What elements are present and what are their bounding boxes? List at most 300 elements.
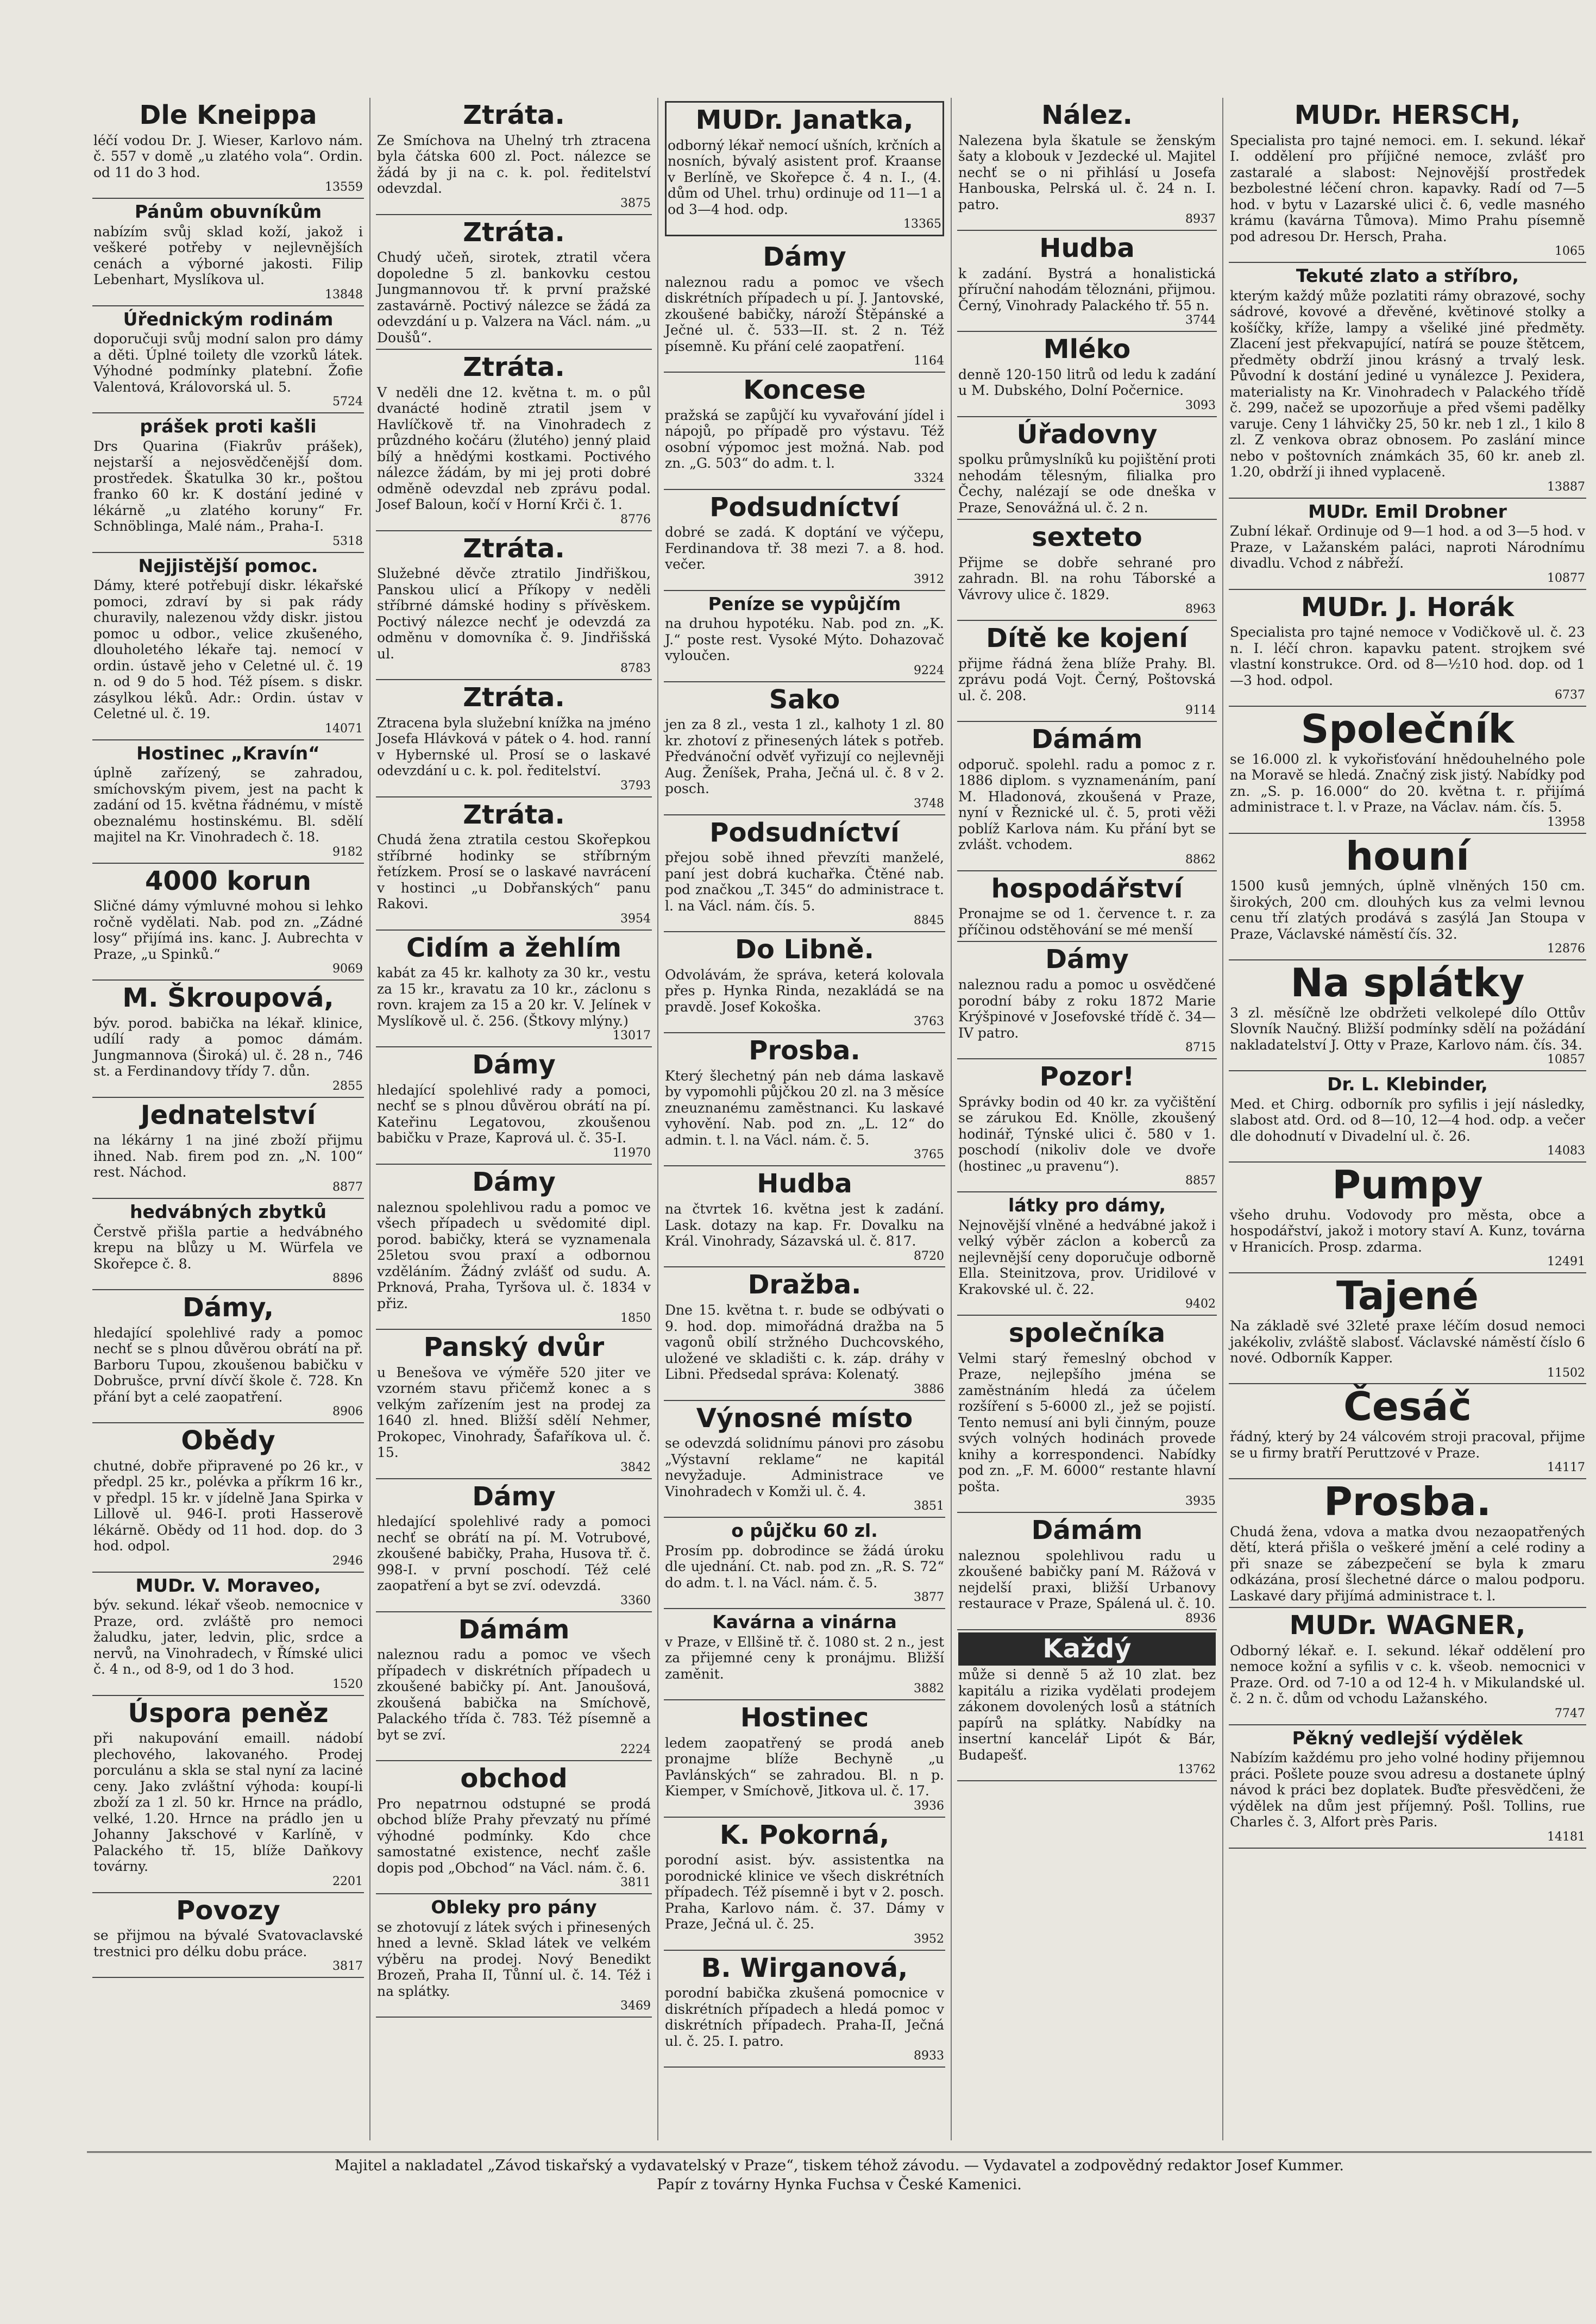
classified-ad	[957, 1192, 1217, 1316]
ad-body: Nejnovější vlněné a hedvábné jakož i velký výběr záclon a koberců za nejlevnější ceny doporučuje odborně Ella. Steinitzova, prov. Uridilové v Krakovské ul. č. 22.	[958, 1217, 1216, 1297]
ad-body: Nalezena byla škatule se ženským šaty a klobouk v Jezdecké ul. Majitel nechť se o ni přihlásí u Josefa Hanbouska, Pelrská ul. č. 24 n. I. patro.	[958, 132, 1216, 212]
ad-number: 2946	[332, 1554, 363, 1568]
ad-number: 3936	[914, 1799, 944, 1813]
column-3	[657, 98, 951, 2140]
ad-headline: Dámám	[458, 1614, 570, 1645]
ad-body: hledající spolehlivé rady a pomoc nechť se s plnou důvěrou obrátí na př. Barboru Tupou, zkoušenou babičku v Dobrušce, první dívčí škole č. 728. Kn přání byt a celé zaopatření.	[93, 1324, 363, 1405]
ad-body: Správky bodin od 40 kr. za vyčištění se zárukou Ed. Knölle, zkoušený hodinář, Týnské ulici č. 580 v 1. poschodí (nikoliv dole ve dvoře (hostinec „u pravenu“).	[958, 1094, 1216, 1174]
ad-body: léčí vodou Dr. J. Wieser, Karlovo nám. č. 557 v domě „u zlatého vola“. Ordin. od 11 do 3 hod.	[93, 132, 363, 180]
ad-headline: Pumpy	[1332, 1162, 1483, 1208]
ad-number: 8933	[914, 2049, 944, 2063]
ad-number: 12491	[1547, 1255, 1585, 1269]
classified-ad	[957, 332, 1217, 417]
ad-number: 8783	[620, 662, 651, 676]
classified-ad	[1229, 98, 1586, 263]
classified-ad	[1229, 590, 1586, 707]
ad-number: 3877	[914, 1591, 944, 1605]
ad-body: přejou sobě ihned převzíti manželé, paní jest dobrá kuchařka. Čtěné nab. pod značkou „T. 345“ do administrace t. l. na Václ. nám. čís. 5.	[665, 850, 944, 914]
ad-number: 8906	[332, 1405, 363, 1419]
ad-number: 8857	[1185, 1174, 1216, 1188]
ad-body: Čerstvě přišla partie a hedvábného krepu na blůzy u M. Würfela ve Skořepce č. 8.	[93, 1223, 363, 1272]
ad-headline: MUDr. WAGNER,	[1289, 1610, 1526, 1641]
ad-headline: hedvábných zbytků	[129, 1201, 326, 1222]
ad-number: 12876	[1547, 942, 1585, 956]
ad-number: 3763	[914, 1015, 944, 1029]
ad-number: 11502	[1547, 1366, 1585, 1380]
ad-number: 8937	[1185, 212, 1216, 227]
ad-headline: Dámy	[472, 1481, 556, 1512]
ad-headline: Dámy	[472, 1050, 556, 1081]
classified-ad	[957, 871, 1217, 943]
footer-paper: Papír z továrny Hynka Fuchsa v České Kamenici.	[657, 2176, 1022, 2194]
classified-ad	[376, 531, 652, 681]
classified-ad	[664, 815, 945, 933]
ad-body: Prosím pp. dobrodince se žádá úroku dle ujednání. Ct. nab. pod zn. „R. S. 72“ do adm. t. l. na Václ. nám. č. 5.	[665, 1542, 944, 1591]
ad-body: na lékárny 1 na jiné zboží přijmu ihned. Nab. firem pod zn. „N. 100“ rest. Náchod.	[93, 1132, 363, 1180]
ad-body: kterým každý může pozlatiti rámy obrazové, sochy sádrové, kovové a dřevěné, květinové stolky a košíčky, kříže, lampy a všeliké jiné předměty. Zlacení jest překvapující, natírá se pouze štětcem, předměty obdrží jinou krásný a trvalý lesk. Původní k dostání jediné u vynálezce J. Pexidera, materialisty na Kr. Vinohradech v Palackého třídě č. 299, načež se upozorňuje a před všemi padělky varuje. Ceny 1 láhvičky 25, 50 kr. neb 1 zl., 1 kilo 8 zl. Z venkova obraz obnosem. Po zaslání mince nebo v poštovních známkách 35, 60 kr. aneb zl. 1.20, obdrží ji ihned vyplaceně.	[1230, 287, 1585, 480]
ad-headline: Ztráta.	[463, 352, 565, 383]
classified-ad	[957, 1630, 1217, 1782]
ad-number: 3748	[914, 796, 944, 811]
ad-body: býv. porod. babička na lékař. klinice, udílí rady a pomoc dámám. Jungmannova (Široká) ul. č. 28 n., 746 st. a Ferdinandovy třídy 7. důn.	[93, 1015, 363, 1079]
ad-number: 8720	[914, 1249, 944, 1263]
classified-ad	[92, 740, 364, 864]
classified-ad	[664, 682, 945, 815]
ad-body: Odvolávám, že správa, keterá kolovala přes p. Hynka Rinda, nezakládá se na pravdě. Josef Kokoška.	[665, 966, 944, 1015]
column-5	[1222, 98, 1592, 2140]
ad-body: se odevzdá solidnímu pánovi pro zásobu „Výstavní reklame“ ne kapitál nevyžaduje. Administrace ve Vinohradech v Komži ul. č. 4.	[665, 1435, 944, 1499]
ad-headline: Hudba	[1039, 233, 1135, 264]
classified-ad	[376, 350, 652, 531]
ad-body: Odborný lékař. e. I. sekund. lékař oddělení pro nemoce kožní a syfilis v c. k. všeob. nemocnici v Praze. Ord. od 7-10 a od 12-4 h. v Mikulandské ul. č. 2 n. č. dům od vchodu Lažanského.	[1230, 1642, 1585, 1707]
ad-number: 2224	[620, 1743, 651, 1757]
ad-headline: Dr. L. Klebinder,	[1327, 1073, 1488, 1095]
ad-headline: Česáč	[1343, 1384, 1472, 1430]
ad-body: Med. et Chirg. odborník pro syfilis i její následky, slabost atd. Ord. od 8—10, 12—4 hod. odp. a večer dle dohodnutí v Divadelní ul. č. 26.	[1230, 1096, 1585, 1144]
ad-body: všeho druhu. Vodovody pro města, obce a hospodářství, jakož i motory staví A. Kunz, továrna v Hranicích. Prosp. zdarma.	[1230, 1207, 1585, 1255]
ad-number: 3793	[620, 778, 651, 793]
classified-ad	[376, 1761, 652, 1894]
ad-number: 13762	[1178, 1763, 1216, 1777]
classified-ad	[957, 231, 1217, 332]
classified-ad	[664, 373, 945, 490]
classified-ad	[957, 722, 1217, 871]
classified-ad	[664, 1267, 945, 1400]
ad-number: 8776	[620, 512, 651, 526]
classified-ad	[92, 199, 364, 306]
ad-number: 3093	[1185, 398, 1216, 412]
ad-number: 13017	[613, 1029, 651, 1043]
classified-ad	[957, 1316, 1217, 1513]
ad-number: 3952	[914, 1932, 944, 1946]
ad-headline: Ztráta.	[463, 533, 565, 564]
ad-body: odporuč. spolehl. radu a pomoc z r. 1886 diplom. s vyznamenáním, paní M. Hladonová, zkoušená v Praze, nyní v Řeznické ul. č. 5, proti věži poblíž Karlova nám. Ku přání byt se zvlášt. vchodem.	[958, 756, 1216, 853]
ad-body: odborný lékař nemocí ušních, krčních a nosních, bývalý asistent prof. Kraanse v Berlíně, ve Skořepce č. 4 n. I., (4. dům od Uhel. trhu) ordinuje od 11—1 a od 3—4 hod. odp.	[668, 137, 941, 217]
classified-ad	[664, 490, 945, 591]
ad-body: 1500 kusů jemných, úplně vlněných 150 cm. širokých, 200 cm. dlouhých kus za velmi levnou cenu tří zlatých prodává s zasýlá Jan Stoupa v Praze, Václavské náměstí čís. 32.	[1230, 878, 1585, 942]
ad-body: jen za 8 zl., vesta 1 zl., kalhoty 1 zl. 80 kr. zhotoví z přinesených látek s potřeb. Předvánoční odvěť vyřizují co nejlevněji Aug. Ženíšek, Praha, Ječná ul. č. 8 v 2. posch.	[665, 717, 944, 797]
ad-headline: MUDr. J. Horák	[1300, 592, 1515, 623]
ad-number: 8963	[1185, 602, 1216, 617]
classified-ad	[376, 931, 652, 1048]
ad-number: 3875	[620, 196, 651, 210]
classified-ad	[1229, 1163, 1586, 1273]
ad-body: k zadání. Bystrá a honalistická příruční nahodám těloznáni, přijmou. Černý, Vinohrady Palackého tř. 55 n.	[958, 265, 1216, 313]
ad-headline: o půjčku 60 zl.	[731, 1520, 878, 1542]
ad-headline: Dle Kneippa	[139, 100, 317, 130]
ad-body: na čtvrtek 16. května jest k zadání. Lask. dotazy na kap. Fr. Dovalku na Král. Vinohrady, Sázavská ul. č. 817.	[665, 1201, 944, 1249]
ad-body: se zhotovují z látek svých i přinesených hned a levně. Sklad látek ve velkém výběru na prodej. Nový Benedikt Brozeň, Praha II, Tůnní ul. č. 14. Též i na splátky.	[377, 1919, 651, 1999]
ad-headline: Na splátky	[1290, 960, 1525, 1006]
ad-number: 3817	[332, 1959, 363, 1974]
ad-number: 1065	[1555, 244, 1585, 259]
classified-ad	[1229, 1384, 1586, 1479]
ad-body: hledající spolehlivé rady a pomoci nechť se obrátí na pí. M. Votrubové, zkoušené babičky, Praha, Husova tř. č. 998-I. v první poschodí. Též celé zaopatření a byt se zví. odevzdá.	[377, 1513, 651, 1594]
ad-headline: M. Škroupová,	[122, 983, 334, 1014]
ad-body: hledající spolehlivé rady a pomoci, nechť se s plnou důvěrou obrátí na pí. Kateřinu Legatovou, zkoušenou babičku v Praze, Kaprová ul. č. 35-I.	[377, 1082, 651, 1146]
ad-body: Nabízím každému pro jeho volné hodiny přijemnou práci. Pošlete pouze svou adresu a dostanete úplný návod k práci bez doplatek. Buďte přesvědčeni, že výdělek na dům jest příjemný. Pošl. Tollins, rue Charles č. 3, Alfort près Paris.	[1230, 1750, 1585, 1830]
classified-ad	[376, 215, 652, 350]
newspaper-page	[87, 98, 1592, 2227]
ad-body: Pro nepatrnou odstupné se prodá obchod blíže Prahy převzatý nu přímé výhodné podmínky. Kdo chce samostatné existence, nechť zašle dopis pod „Obchod“ na Václ. nám. č. 6.	[377, 1795, 651, 1876]
ad-headline: Dámy	[763, 242, 846, 273]
ad-body: spolku průmyslníků ku pojištění proti nehodám tělesným, filialka pro Čechy, nalézají se ode dneška v Praze, Senovážná ul. č. 2 n.	[958, 451, 1216, 516]
classified-ad	[957, 1059, 1217, 1192]
ad-headline: Dítě ke kojení	[986, 623, 1188, 654]
ad-headline: látky pro dámy,	[1008, 1195, 1166, 1216]
classified-ad	[664, 1401, 945, 1518]
classified-ad	[376, 1047, 652, 1165]
ad-body: může si denně 5 až 10 zlat. bez kapitálu a rizika vydělati prodejem zákonem dovolených losů a státních papírů na splátky. Nabídky na insertní kancelář Lipót & Bár, Budapešť.	[958, 1667, 1216, 1763]
classified-ad	[92, 1573, 364, 1696]
ad-headline: Panský dvůr	[423, 1331, 605, 1362]
ad-body: Specialista pro tajné nemoce v Vodičkově ul. č. 23 n. I. léčí chron. kapavku patent. strojkem své vlastní konstrukce. Ord. od 8—½10 hod. dop. od 1—3 hod. odpol.	[1230, 624, 1585, 688]
ad-body: Specialista pro tajné nemoci. em. I. sekund. lékař I. oddělení pro příjičné nemoce, zvlášť pro zastaralé a slabost: Nejnovější prostředek bezbolestné léčení chron. kapavky. Radí od 7—5 hod. v bytu v Lazarské ulici č. 6, vedle masného krámu (kavárna Tůmova). Mimo Prahu písemně pod adresou Dr. Hersch, Praha.	[1230, 132, 1585, 244]
ad-number: 14083	[1547, 1144, 1585, 1158]
ad-number: 8936	[1185, 1611, 1216, 1625]
ad-headline: Koncese	[743, 375, 866, 406]
ad-headline: Povozy	[176, 1895, 280, 1926]
ad-body: úplně zařízený, se zahradou, smíchovským pivem, jest na pacht k zadání od 15. května řádnému, v místě obeznalému hostinskému. Bl. sdělí majitel na Kr. Vinohradech č. 18.	[93, 765, 363, 845]
classified-ad	[92, 1696, 364, 1893]
ad-headline: Úřednickým rodinám	[123, 308, 334, 330]
ad-body: Který šlechetný pán neb dáma laskavě by vypomohli půjčkou 20 zl. na 3 měsíce zneuznanému zaměstnanci. Ku laskavé vyhovění. Nab. pod zn. „L. 12“ do admin. t. l. na Václ. nám. č. 5.	[665, 1067, 944, 1148]
ad-number: 1520	[332, 1677, 363, 1691]
ad-number: 1850	[620, 1311, 651, 1326]
ad-body: na druhou hypotéku. Nab. pod zn. „K. J.“ poste rest. Vysoké Mýto. Dohazovač vyloučen.	[665, 615, 944, 664]
ad-number: 13958	[1547, 815, 1585, 829]
ad-body: Drs Quarina (Fiakrův prášek), nejstarší a nejosvědčenější dom. prostředek. Škatulka 30 kr., poštou franko 60 kr. K dostání jediné v lékárně „u zlatého koruny“ Fr. Schnöblinga, Malé nám., Praha-I.	[93, 438, 363, 535]
ad-body: Přijme se dobře sehrané pro zahradn. Bl. na rohu Táborské a Vávrovy ulice č. 1829.	[958, 554, 1216, 602]
ad-headline: Podsudníctví	[709, 492, 900, 523]
ad-number: 8715	[1185, 1041, 1216, 1055]
ad-body: Dne 15. května t. r. bude se odbývati o 9. hod. dop. mimořádná dražba na 5 vagonů obilí stržného Duchcovského, uložené ve skladišti c. k. záp. dráhy v Libni. Předsedal správa: Kolenatý.	[665, 1302, 944, 1383]
ad-body: pražská se zapůjčí ku vyvařování jídel i nápojů, po případě pro výstavu. Též osobní výpomoc jest možná. Nab. pod zn. „G. 503“ do adm. t. l.	[665, 407, 944, 472]
ad-number: 8845	[914, 914, 944, 928]
ad-number: 3744	[1185, 313, 1216, 328]
ad-body: ledem zaopatřený se prodá aneb pronajme blíže Bechyně „u Pavlánských“ se zahradou. Bl. n p. Kiemper, v Smíchově, Jitkova ul. č. 17.	[665, 1735, 944, 1799]
classified-ad	[1229, 707, 1586, 834]
ad-body: porodní babička zkušená pomocnice v diskrétních případech a hledá pomoc v diskrétních případech. Praha-II, Ječná ul. č. 25. I. patro.	[665, 1985, 944, 2049]
ad-number: 9182	[332, 845, 363, 859]
classified-ad	[664, 1951, 945, 2068]
ad-body: naleznou radu a pomoc ve všech případech v diskrétních případech u zkoušené babičky pí. Ant. Janoušová, zkoušená babička na Smíchově, Palackého třída č. 783. Též písemně a byt se zví.	[377, 1647, 651, 1743]
ad-headline: Ztráta.	[463, 799, 565, 830]
ad-headline: Pozor!	[1039, 1061, 1135, 1092]
classified-ad	[92, 98, 364, 199]
ad-headline: MUDr. V. Moraveo,	[135, 1574, 321, 1596]
classified-ad	[664, 1518, 945, 1609]
ad-headline: Sako	[769, 684, 840, 715]
ad-number: 14071	[325, 721, 363, 736]
ad-headline: Výnosné místo	[696, 1403, 913, 1434]
ad-number: 3469	[620, 1999, 651, 2013]
classified-ad	[92, 1423, 364, 1573]
classified-ad	[92, 981, 364, 1098]
ad-body: přijme řádná žena blíže Prahy. Bl. zprávu podá Vojt. Černý, Poštovská ul. č. 208.	[958, 655, 1216, 704]
ad-number: 3842	[620, 1460, 651, 1474]
column-2	[369, 98, 657, 2140]
classified-ad	[664, 591, 945, 682]
ad-body: při nakupování emaill. nádobí plechového, lakovaného. Prodej porculánu a skla se stal nyní za laciné ceny. Jako zvláštní výhoda: koupí-li zboží za 1 zl. 50 kr. Hrnce na prádlo, velké, 1.20. Hrnce na prádlo jen u Johanny Jakschové v Karlíně, v Palackého tř. 15, blíže Daňkovy továrny.	[93, 1730, 363, 1875]
ad-number: 9402	[1185, 1297, 1216, 1311]
ad-number: 8896	[332, 1272, 363, 1286]
ad-number: 7747	[1555, 1706, 1585, 1720]
ad-headline: hospodářství	[991, 873, 1183, 904]
column-4	[951, 98, 1222, 2140]
ad-number: 3360	[620, 1593, 651, 1607]
ad-body: Pronajme se od 1. července t. r. za příčinou odstěhování se mé menší	[958, 906, 1216, 938]
ad-headline: Do Libně.	[735, 934, 874, 965]
ad-number: 2855	[332, 1079, 363, 1093]
classified-ad	[376, 1612, 652, 1762]
ad-headline: Ztráta.	[463, 682, 565, 713]
ad-number: 2201	[332, 1874, 363, 1888]
ad-headline: Dámy,	[182, 1292, 274, 1323]
classified-ad	[664, 1818, 945, 1951]
ad-headline: Úspora peněz	[128, 1698, 329, 1729]
classified-ad	[664, 240, 945, 373]
ad-headline: sexteto	[1032, 522, 1142, 553]
ad-number: 11970	[613, 1146, 651, 1160]
ad-headline: K. Pokorná,	[719, 1819, 890, 1850]
ad-body: naleznou spolehlivou radu a pomoc ve všech případech u svědomité dipl. porod. babičky, která se vyznamenala 25letou svou praxí a odbornou vzděláním. Žádný zvlášť od sudu. A. Prknová, Praha, Tyršova ul. č. 1834 v přiz.	[377, 1199, 651, 1311]
ad-number: 3912	[914, 572, 944, 586]
classified-ad	[376, 98, 652, 215]
ad-body: v Praze, v Ellšině tř. č. 1080 st. 2 n., jest za přijemné ceny k pronájmu. Bližší zaměnit.	[665, 1634, 944, 1682]
classified-ad	[664, 1700, 945, 1818]
ad-headline: Hudba	[757, 1169, 852, 1199]
ad-number: 3851	[914, 1499, 944, 1513]
classified-ad	[376, 797, 652, 931]
classified-ad	[957, 417, 1217, 520]
ad-headline: Ztráta.	[463, 100, 565, 130]
ad-headline: Dámy	[1045, 944, 1129, 975]
classified-ad	[92, 413, 364, 553]
ad-headline: prášek proti kašli	[140, 416, 317, 437]
classified-ad	[1229, 1608, 1586, 1725]
ad-body: doporučuji svůj modní salon pro dámy a děti. Úplné toilety dle vzorků látek. Výhodné podmínky platební. Žofie Valentová, Královorská ul. 5.	[93, 331, 363, 395]
ad-headline: Tekuté zlato a stříbro,	[1296, 265, 1519, 287]
ad-number: 3324	[914, 471, 944, 485]
ad-headline: Hostinec	[740, 1703, 869, 1733]
classified-ad	[1229, 834, 1586, 961]
ad-body: nabízím svůj sklad koží, jakož i veškeré potřeby v nejlevnějších cenách a výborné jakosti. Filip Lebenhart, Myslíkova ul.	[93, 223, 363, 288]
ad-headline: Společník	[1300, 706, 1515, 752]
ad-headline: Podsudníctví	[709, 817, 900, 848]
ad-headline: Cidím a žehlím	[406, 932, 621, 963]
ad-headline: obchod	[460, 1763, 568, 1794]
ad-headline: Mléko	[1043, 334, 1131, 365]
ad-number: 10877	[1547, 571, 1585, 585]
ad-body: Zubní lékař. Ordinuje od 9—1 hod. a od 3—5 hod. v Praze, v Lažanském paláci, naproti Národnímu divadlu. Vchod z nábřeží.	[1230, 523, 1585, 571]
ad-headline: Pánům obuvníkům	[134, 201, 322, 223]
classified-ad	[957, 621, 1217, 722]
ad-body: býv. sekund. lékař všeob. nemocnice v Praze, ord. zvláště pro nemoci žaludku, jater, ledvin, plic, srdce a nervů, na Vinohradech, v Římské ulici č. 4 n., od 8-9, od 1 do 3 hod.	[93, 1597, 363, 1678]
ad-body: se 16.000 zl. k vykořisťování hnědouhelného pole na Moravě se hledá. Značný zisk jistý. Nabídky pod zn. „S. p. 16.000“ do 20. května t. r. přijímá administrace t. l. v Praze, na Václav. nám. čís. 5.	[1230, 751, 1585, 815]
ad-body: Dámy, které potřebují diskr. lékařské pomoci, zdraví by si pak rády churavily, nalezenou vždy diskr. jistou pomoc u odbor., velice zkušeného, dlouholetého lékaře taj. nemocí v ordin. ústavě jeho v Celetné ul. č. 19 n. od 9 do 5 hod. Též písem. s diskr. zásylkou léků. Adr.: Ordin. ústav v Celetné ul. č. 19.	[93, 577, 363, 722]
ad-body: se přijmou na bývalé Svatovaclavské trestnici pro délku dobu práce.	[93, 1927, 363, 1959]
ad-body: Sličné dámy výmluvné mohou si lehko ročně vydělati. Nab. pod zn. „Zádné losy“ přijímá ins. kanc. J. Aubrechta v Praze, „u Spinků.“	[93, 898, 363, 962]
ad-number: 6737	[1555, 688, 1585, 702]
ad-headline: Nejjistější pomoc.	[138, 555, 318, 576]
ad-body: naleznou radu a pomoc u osvědčené porodní báby z roku 1872 Marie Krýšpinové v Josefovské třídě č. 34—IV patro.	[958, 977, 1216, 1041]
classified-ad	[376, 1330, 652, 1479]
ad-headline: houní	[1346, 833, 1469, 879]
classified-ad	[376, 680, 652, 797]
ad-headline: Ztráta.	[463, 217, 565, 248]
ad-body: porodní asist. býv. assistentka na porodnické klinice ve všech diskrétních případech. Též písemně i byt v 2. posch. Praha, Karlovo nám. č. 37. Dámy v Praze, Ječná ul. č. 25.	[665, 1852, 944, 1932]
ad-number: 13365	[903, 217, 941, 231]
ad-number: 9224	[914, 663, 944, 677]
ad-headline: MUDr. Emil Drobner	[1308, 500, 1507, 522]
classified-ad	[92, 1098, 364, 1199]
classified-ad	[92, 1893, 364, 1978]
ad-headline: Kavárna a vinárna	[712, 1611, 897, 1633]
ad-body: naleznou radu a pomoc ve všech diskrétních případech u pí. J. Jantovské, zkoušené babičky, nároží Štěpánské a Ječné ul. č. 533—II. st. 2 n. Též písemně. Ku přání celé zaopatření.	[665, 274, 944, 354]
ad-headline: Nález.	[1041, 100, 1133, 130]
ad-body: denně 120-150 litrů od ledu k zadání u M. Dubského, Dolní Počernice.	[958, 366, 1216, 399]
ad-number: 13887	[1547, 480, 1585, 494]
ad-headline: B. Wirganová,	[701, 1952, 908, 1983]
classified-ad	[1229, 1273, 1586, 1384]
ad-body: kabát za 45 kr. kalhoty za 30 kr., vestu za 15 kr., kravatu za 10 kr., záclonu s rovn. krajem za 15 a 20 kr. V. Jelínek v Myslíkově ul. č. 256. (Štkovy mlýny.)	[377, 965, 651, 1029]
column-1	[87, 98, 369, 2140]
classified-ad	[92, 553, 364, 740]
ad-body: dobré se zadá. K doptání ve výčepu, Ferdinandova tř. 38 mezi 7. a 8. hod. večer.	[665, 524, 944, 573]
classified-ad	[92, 864, 364, 981]
ad-number: 13848	[325, 287, 363, 302]
classified-ad	[1229, 1479, 1586, 1608]
ad-number: 8877	[332, 1180, 363, 1194]
ad-headline: Dámám	[1031, 1515, 1143, 1546]
ad-headline: společníka	[1008, 1318, 1166, 1349]
classified-ad	[376, 1165, 652, 1330]
classified-ad	[1229, 960, 1586, 1071]
ad-headline: Obleky pro pány	[431, 1896, 597, 1918]
ad-body: Na základě své 32leté praxe léčím dosud nemoci jakékoliv, zvláště slabosť. Václavské náměstí číslo 6 nové. Odborník Kapper.	[1230, 1318, 1585, 1366]
ad-headline: Prosba.	[1323, 1479, 1492, 1525]
classified-ad	[1229, 1725, 1586, 1849]
classified-ad	[92, 1290, 364, 1423]
ad-headline: Jednatelství	[140, 1100, 316, 1130]
ad-headline: Pěkný vedlejší výdělek	[1292, 1727, 1523, 1749]
ad-number: 5318	[332, 534, 363, 548]
ad-body: Služebné děvče ztratilo Jindřiškou, Panskou ulicí a Příkopy v neděli stříbrné dámské hodiny s přívěskem. Poctivý nálezce nechť je odevzdá za odměnu v domovníka č. 9. Jindřišská ul.	[377, 566, 651, 662]
ad-body: Chudá žena ztratila cestou Skořepkou stříbrné hodinky se stříbrným řetízkem. Prosí se o laskavé navrácení v hostinci „u Dobřanských“ panu Rakovi.	[377, 832, 651, 912]
classified-ad	[1229, 1071, 1586, 1163]
ad-headline: Tajené	[1336, 1273, 1479, 1319]
ad-headline: Peníze se vypůjčím	[708, 593, 901, 614]
ad-body: 3 zl. měsíčně lze obdržeti velkolepé dílo Ottův Slovník Naučný. Bližší podmínky sdělí na požádání nakladatelství J. Otty v Praze, Karlovo nám. čís. 34.	[1230, 1004, 1585, 1053]
ad-number: 13559	[325, 180, 363, 194]
classified-ad	[957, 98, 1217, 231]
classified-ad	[376, 1479, 652, 1612]
ad-number: 10857	[1547, 1053, 1585, 1067]
ad-number: 3935	[1185, 1494, 1216, 1509]
ad-number: 3882	[914, 1682, 944, 1696]
ad-body: naleznou spolehlivou radu u zkoušené babičky paní M. Rážová v nejdelší praxi, bližší Urbanovy restaurace v Praze, Spálená ul. č. 10.	[958, 1547, 1216, 1612]
ad-number: 14117	[1547, 1461, 1585, 1475]
classified-ad	[957, 520, 1217, 621]
classified-ad	[957, 942, 1217, 1059]
ad-headline: MUDr. Janatka,	[695, 105, 914, 135]
ad-body: chutné, dobře připravené po 26 kr., v předpl. 25 kr., polévka a příkrm 16 kr., v předpl. 15 kr. v jídelně Jana Spirka v Lillově ul. 946-I. proti Hasserově lékárně. Obědy od 11 hod. dop. do 3 hod. odpol.	[93, 1458, 363, 1554]
ad-headline: Každý	[958, 1632, 1216, 1666]
ad-body: řádný, který by 24 válcovém stroji pracoval, přijme se u firmy bratří Peruttzové v Praze.	[1230, 1429, 1585, 1461]
ad-number: 14181	[1547, 1830, 1585, 1844]
ad-number: 3811	[620, 1876, 651, 1890]
ad-body: V neděli dne 12. května t. m. o půl dvanácté hodině ztratil jsem v Havlíčkově tř. na Vinohradech z průzdného kočáru (žlutého) jenný plaid bílý a hnědými kostkami. Poctivého nálezce žádám, by mi jej proti dobré odměně odevzdal neb zprávu podal. Josef Baloun, kočí v Horní Krči č. 1.	[377, 384, 651, 513]
classified-ad	[957, 1513, 1217, 1630]
footer-publisher: Majitel a nakladatel „Závod tiskařský a vydavatelský v Praze“, tiskem téhož závodu. — Vydavatel a zodpovědný redaktor Josef Kummer.	[334, 2157, 1344, 2174]
classified-ad	[665, 101, 944, 236]
classified-ad	[92, 306, 364, 414]
page-footer	[87, 2151, 1592, 2194]
ad-number: 1164	[914, 354, 944, 368]
ad-body: Ze Smíchova na Uhelný trh ztracena byla čátska 600 zl. Poct. nálezce se žádá by ji na c. k. pol. ředitelství odevzdal.	[377, 132, 651, 197]
ad-headline: Prosba.	[749, 1035, 860, 1066]
ad-body: Chudá žena, vdova a matka dvou nezaopatřených dětí, která přišla o veškeré jmění a celé rodiny a při snaze se zábezpečení se byla k zmaru odkázána, prosí šlechetné dárce o malou podporu. Laskavé dary přijímá administrace t. l.	[1230, 1523, 1585, 1604]
classified-ad	[1229, 499, 1586, 590]
classified-ad	[664, 932, 945, 1033]
ad-headline: Dámy	[472, 1166, 556, 1197]
ad-headline: Hostinec „Kravín“	[136, 742, 320, 764]
ad-headline: Obědy	[181, 1425, 275, 1456]
ad-headline: Dámám	[1031, 724, 1143, 755]
classified-ad	[664, 1609, 945, 1700]
classified-ad	[92, 1199, 364, 1290]
ad-number: 9069	[332, 962, 363, 976]
classified-ad	[376, 1894, 652, 2018]
ad-number: 3886	[914, 1382, 944, 1396]
ad-headline: Dražba.	[747, 1270, 862, 1301]
ad-number: 3765	[914, 1148, 944, 1162]
classified-ad	[664, 1033, 945, 1166]
ad-headline: 4000 korun	[145, 865, 311, 896]
ad-number: 5724	[332, 395, 363, 409]
ad-number: 9114	[1185, 704, 1216, 718]
ad-number: 3954	[620, 912, 651, 926]
classified-ad	[1229, 263, 1586, 499]
ad-body: u Benešova ve výměře 520 jiter ve vzorném stavu přičemž konec a s velkým zařízením jest na prodej za 1640 zl. hned. Bližší sdělí Nehmer, Prokopec, Vinohrady, Šafaříkova ul. č. 15.	[377, 1364, 651, 1461]
ad-body: Chudý učeň, sirotek, ztratil včera dopoledne 5 zl. bankovku cestou Jungmannovou tř. k první pražské zastavárně. Poctivý nálezce se žádá za odevzdání u p. Valzera na Václ. nám. „u Doušů“.	[377, 249, 651, 346]
ad-number: 8862	[1185, 852, 1216, 866]
ad-body: Ztracena byla služební knížka na jméno Josefa Hlávková v pátek o 4. hod. ranní v Hybernské ul. Prosí se o laskavé odevzdání u c. k. pol. ředitelství.	[377, 714, 651, 779]
ad-headline: Úřadovny	[1016, 419, 1158, 450]
ad-body: Velmi starý řemeslný obchod v Praze, nejlepšího jména se zaměstnáním hledá za účelem rozšíření s 5-6000 zl., jež se pojistí. Tento nemusí ani byli činným, pouze svých volných hodinách provede knihy a korrespondenci. Nabídky pod zn. „F. M. 6000“ restante hlavní pošta.	[958, 1350, 1216, 1494]
classified-ad	[664, 1166, 945, 1267]
